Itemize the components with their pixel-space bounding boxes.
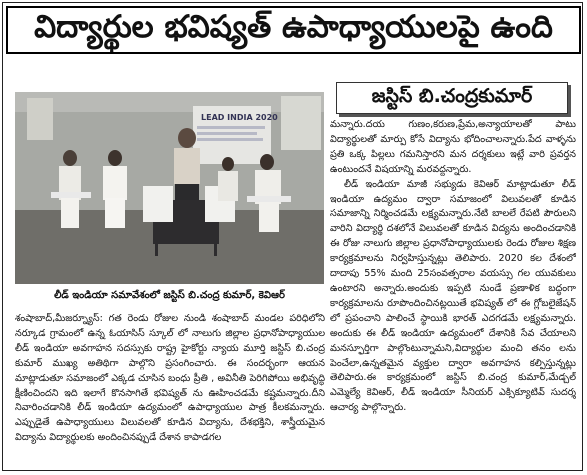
article-paragraph: శంషాబాద్,మీజర్న్యూస్: గత రెండు రోజుల నుండి శంషాబాద్ మండల పరిధిలోని నర్కూడ గ్రామంలో ఉన్న ఓయాసిస్ స్కూల్ లో నాలుగు జిల్లాల ప్రధానోపాధ్యాయుల లీడ్ ఇండియా అవగాహన సదస్సుకు రాష్ట్ర హైకోర్టు న్యాయ మూర్తి జస్టిస్ బి.చంద్ర కుమార్ ముఖ్య అతిథిగా పాల్గొని ప్రసంగించారు. ఈ సందర్భంగా ఆయన మాట్లాడుతూ సమాజంలో ఎక్కడ చూసిన బంధు ప్రీతి , అవినీతి పెరిగిపోయి అభివృద్ధి క్షీణించిందని ఇది ఇలాగే కొనసాగితే భవిష్యత్ ను ఊహించడమే కష్టమన్నారు.దీని నివారించడానికి లీడ్ ఇండియా ఉద్యమంలో ఉపాధ్యాయుల పాత్ర కీలకమన్నారు. ఎప్పుడైతే ఉపాధ్యాయులు విలువలతో కూడిన విద్యాను, దేశభక్తిని, శాస్త్రీయమైన విద్యాను విద్యార్థులకు అందించినప్పుడే దేశాన కాపాడగల	[15, 313, 325, 444]
byline: జస్టిస్ బి.చంద్రకుమార్	[336, 82, 568, 114]
article-column-right	[330, 118, 576, 468]
article-column-left	[15, 312, 325, 468]
event-photo-illustration	[15, 92, 324, 284]
event-photo	[15, 92, 324, 284]
article-paragraph: లీడ్ ఇండియా మాజీ సభ్యుడు కెవిఆర్ మాట్లాడుతూ లీడ్ ఇండియా ఉద్యమం ద్వారా సమాజంలో విలువలతో కూడిన సమాజాన్ని నిర్మించడమే లక్ష్యమన్నారు.నేటి బాలలే రేపటి పౌరులని వారిని విద్యార్థి దశలోనే విలువలతో కూడిన విద్యను అందించడానికి ఈ రోజు నాలుగు జిల్లాల ప్రధానోపాధ్యాయులకు రెండు రోజుల శిక్షణ కార్యక్రమాలను నిర్వహిస్తున్నట్లు తెలిపారు. 2020 కల దేశంలో దాదాపు 55% మంది 25సంవత్సరాల వయస్సు గల యువకులు ఉంటారని అన్నారు.అందుకు ఇప్పటి నుండే ప్రణాళిక బద్ధంగా కార్యక్రమాలను రూపొందించినట్లయితే భవిష్యత్ లో ఈ గ్లోబలైజేషన్ లో ప్రపంచాని పాలించే స్థాయికి భారత్ ఎదగడమే లక్ష్యమన్నారు. అందుకు ఈ లీడ్ ఇండియా ఉద్యమంలో దేశానికి సేవ చేయాలని మనస్ఫూర్తిగా పాల్గొంటున్నామని,విద్యార్థుల మంచి తనం లను పెంచేలా,ఉన్నతమైన వ్యక్తుల ద్వారా అవగాహన కల్పిస్తున్నట్లు తెలిపారు.ఈ కార్యక్రమంలో జస్టిస్ బి.చంద్ర కుమార్,మేడ్చల్ ఎమ్మెల్యే కెవిఆర్, లీడ్ ఇండియా సీనియర్ ఎక్సిక్యూటివ్ సుదర్శ ఆచార్య పాల్గొన్నారు.	[330, 178, 576, 414]
banner-text: LEAD INDIA 2020	[201, 113, 278, 122]
headline: విద్యార్థుల భవిష్యత్ ఉపాధ్యాయులపై ఉంది	[6, 6, 581, 54]
photo-caption: లీడ్ ఇండియా సమావేశంలో జస్టిస్ బి.చంద్ర కుమార్, కెవిఆర్	[54, 290, 285, 301]
article-paragraph: మన్నారు.దయ గుణం,కరుణ,ప్రేమ,అన్యాయాలతో పాటు విద్యార్థులతో మార్పు కోసే విద్యాను భోదించాలన్నారు.పేద వాళ్ళను ప్రతి ఒక్క పిల్లలు గమనిస్తారని మన దర్శకులు ఇట్లే వారి ప్రవర్తన ఉంటుందనే విషయాన్ని మరవద్దన్నారు.	[330, 119, 576, 175]
